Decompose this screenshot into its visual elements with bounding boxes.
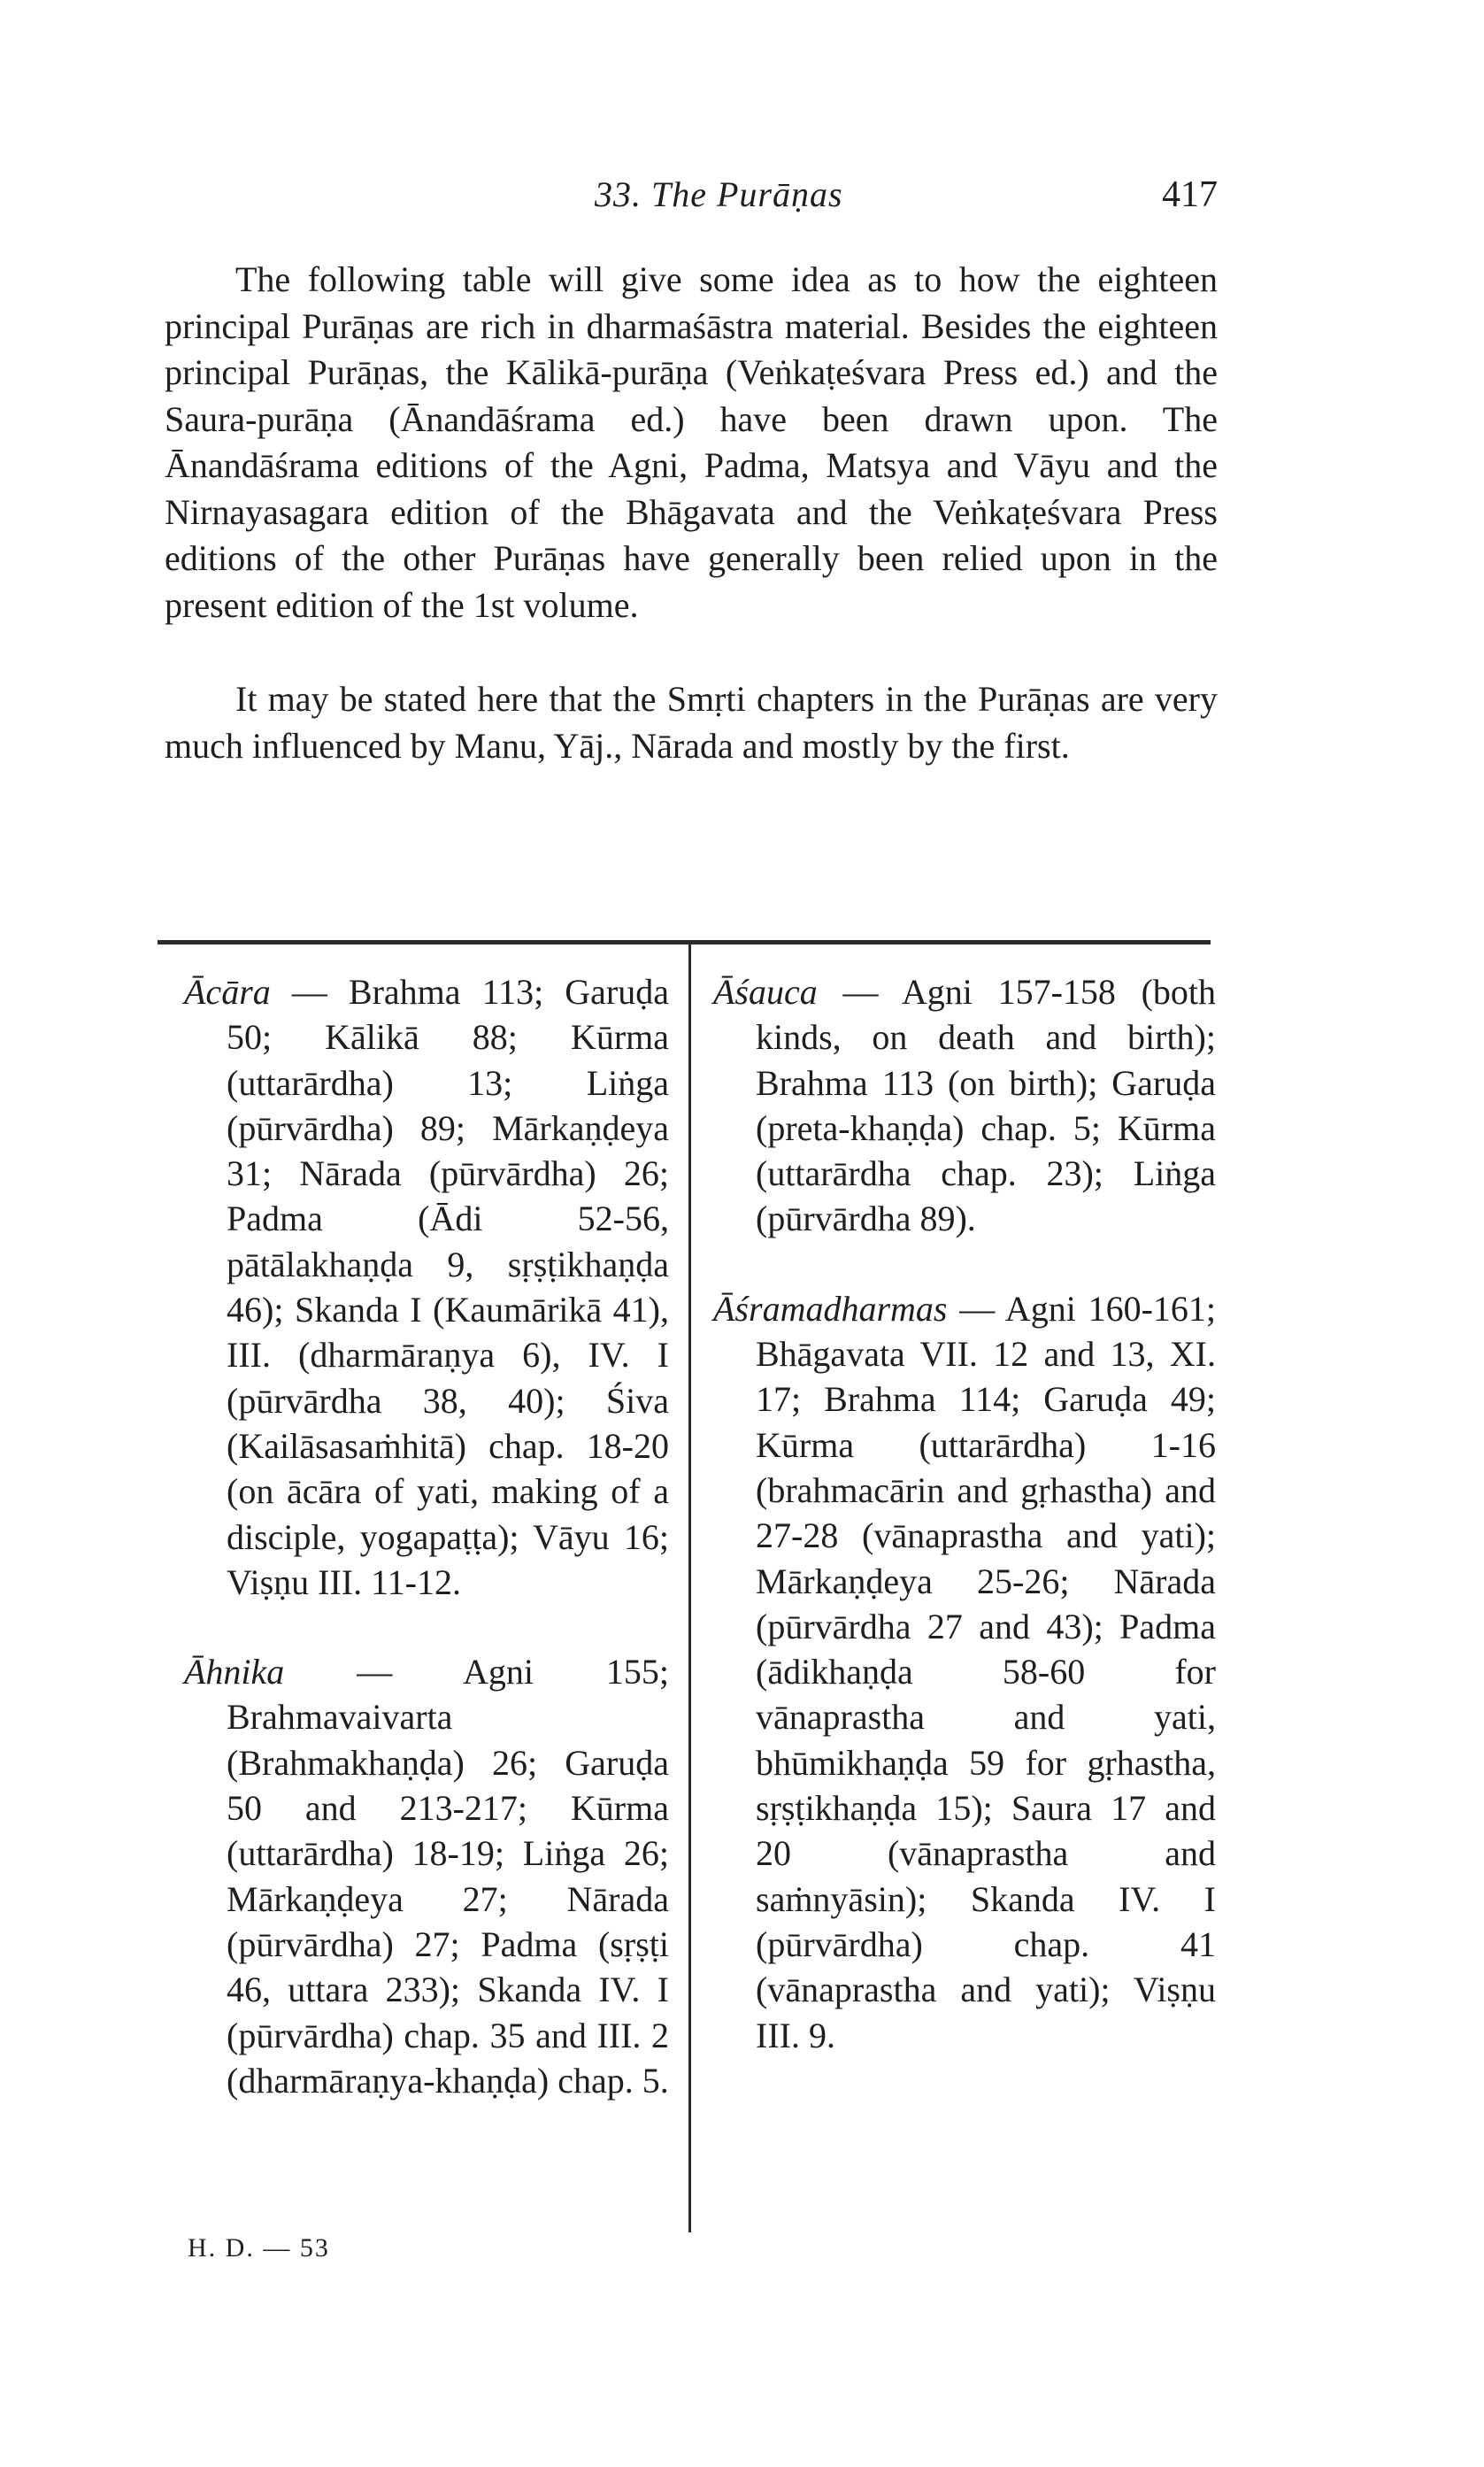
entry-title: Āśauca	[713, 972, 818, 1012]
intro-text	[165, 257, 1218, 817]
intro-paragraph-1: The following table will give some idea as to how the eighteen principal Purāṇas are rich in dharmaśāstra material. Besides the eighteen principal Purāṇas, the Kālikā-purāṇa (Veṅkaṭeśvara Press ed.) and the Saura-purāṇa (Ānandāśrama ed.) have been drawn upon. The Ānandāśrama editions of the Agni, Padma, Matsya and Vāyu and the Nirnayasagara edition of the Bhāgavata and the Veṅkaṭeśvara Press editions of the other Purāṇas have generally been relied upon in the present edition of the 1st volume.	[165, 259, 1218, 625]
signature-mark: H. D. — 53	[188, 2233, 330, 2263]
entry-title: Āśramadharmas	[713, 1288, 948, 1329]
table-top-rule	[158, 940, 1211, 944]
page-number: 417	[1162, 174, 1218, 215]
running-head: 33. The Purāṇas	[595, 174, 843, 214]
entry-text: — Brahma 113; Garuḍa 50; Kālikā 88; Kūrma (uttarārdha) 13; Liṅga (pūrvārdha) 89; Mārkaṇḍeya 31; Nārada (pūrvārdha) 26; Padma (Ādi 52-56, pātālakhaṇḍa 9, sṛṣṭikhaṇḍa 46); Skanda I (Kaumārikā 41), III. (dharmāraṇya 6), IV. I (pūrvārdha 38, 40); Śiva (Kailāsasaṁhitā) chap. 18-20 (on ācāra of yati, making of a disciple, yogapaṭṭa); Vāyu 16; Viṣṇu III. 11-12.	[227, 972, 670, 1602]
table-right-column	[713, 969, 1216, 2102]
entry-text: — Agni 157-158 (both kinds, on death and birth); Brahma 113 (on birth); Garuḍa (preta-khaṇḍa) chap. 5; Kūrma (uttarārdha chap. 23); Liṅga (pūrvārdha 89).	[756, 972, 1216, 1239]
table-entry-asramadharmas	[713, 1286, 1216, 2058]
table-entry-ahnika	[184, 1649, 669, 2103]
entry-title: Ācāra	[184, 972, 271, 1012]
table-entry-asauca	[713, 969, 1216, 1242]
entry-title: Āhnika	[184, 1652, 285, 1692]
column-divider-rule	[688, 944, 691, 2232]
table-entry-acara	[184, 969, 669, 1605]
page-header	[165, 173, 1218, 227]
entry-text: — Agni 155; Brahmavaivarta (Brahmakhaṇḍa) 26; Garuḍa 50 and 213-217; Kūrma (uttarārdha) 18-19; Liṅga 26; Mārkaṇḍeya 27; Nārada (pūrvārdha) 27; Padma (sṛṣṭi 46, uttara 233); Skanda IV. I (pūrvārdha) chap. 35 and III. 2 (dharmāraṇya-khaṇḍa) chap. 5.	[227, 1652, 670, 2101]
table-left-column	[184, 969, 669, 2147]
entry-text: — Agni 160-161; Bhāgavata VII. 12 and 13, XI. 17; Brahma 114; Garuḍa 49; Kūrma (uttarārdha) 1-16 (brahmacārin and gṛhastha) and 27-28 (vānaprastha and yati); Mārkaṇḍeya 25-26; Nārada (pūrvārdha 27 and 43); Padma (ādikhaṇḍa 58-60 for vānaprastha and yati, bhūmikhaṇḍa 59 for gṛhastha, sṛṣṭikhaṇḍa 15); Saura 17 and 20 (vānaprastha and saṁnyāsin); Skanda IV. I (pūrvārdha) chap. 41 (vānaprastha and yati); Viṣṇu III. 9.	[756, 1288, 1216, 2055]
intro-paragraph-2: It may be stated here that the Smṛti chapters in the Purāṇas are very much influenced by Manu, Yāj., Nārada and mostly by the first.	[165, 679, 1218, 766]
